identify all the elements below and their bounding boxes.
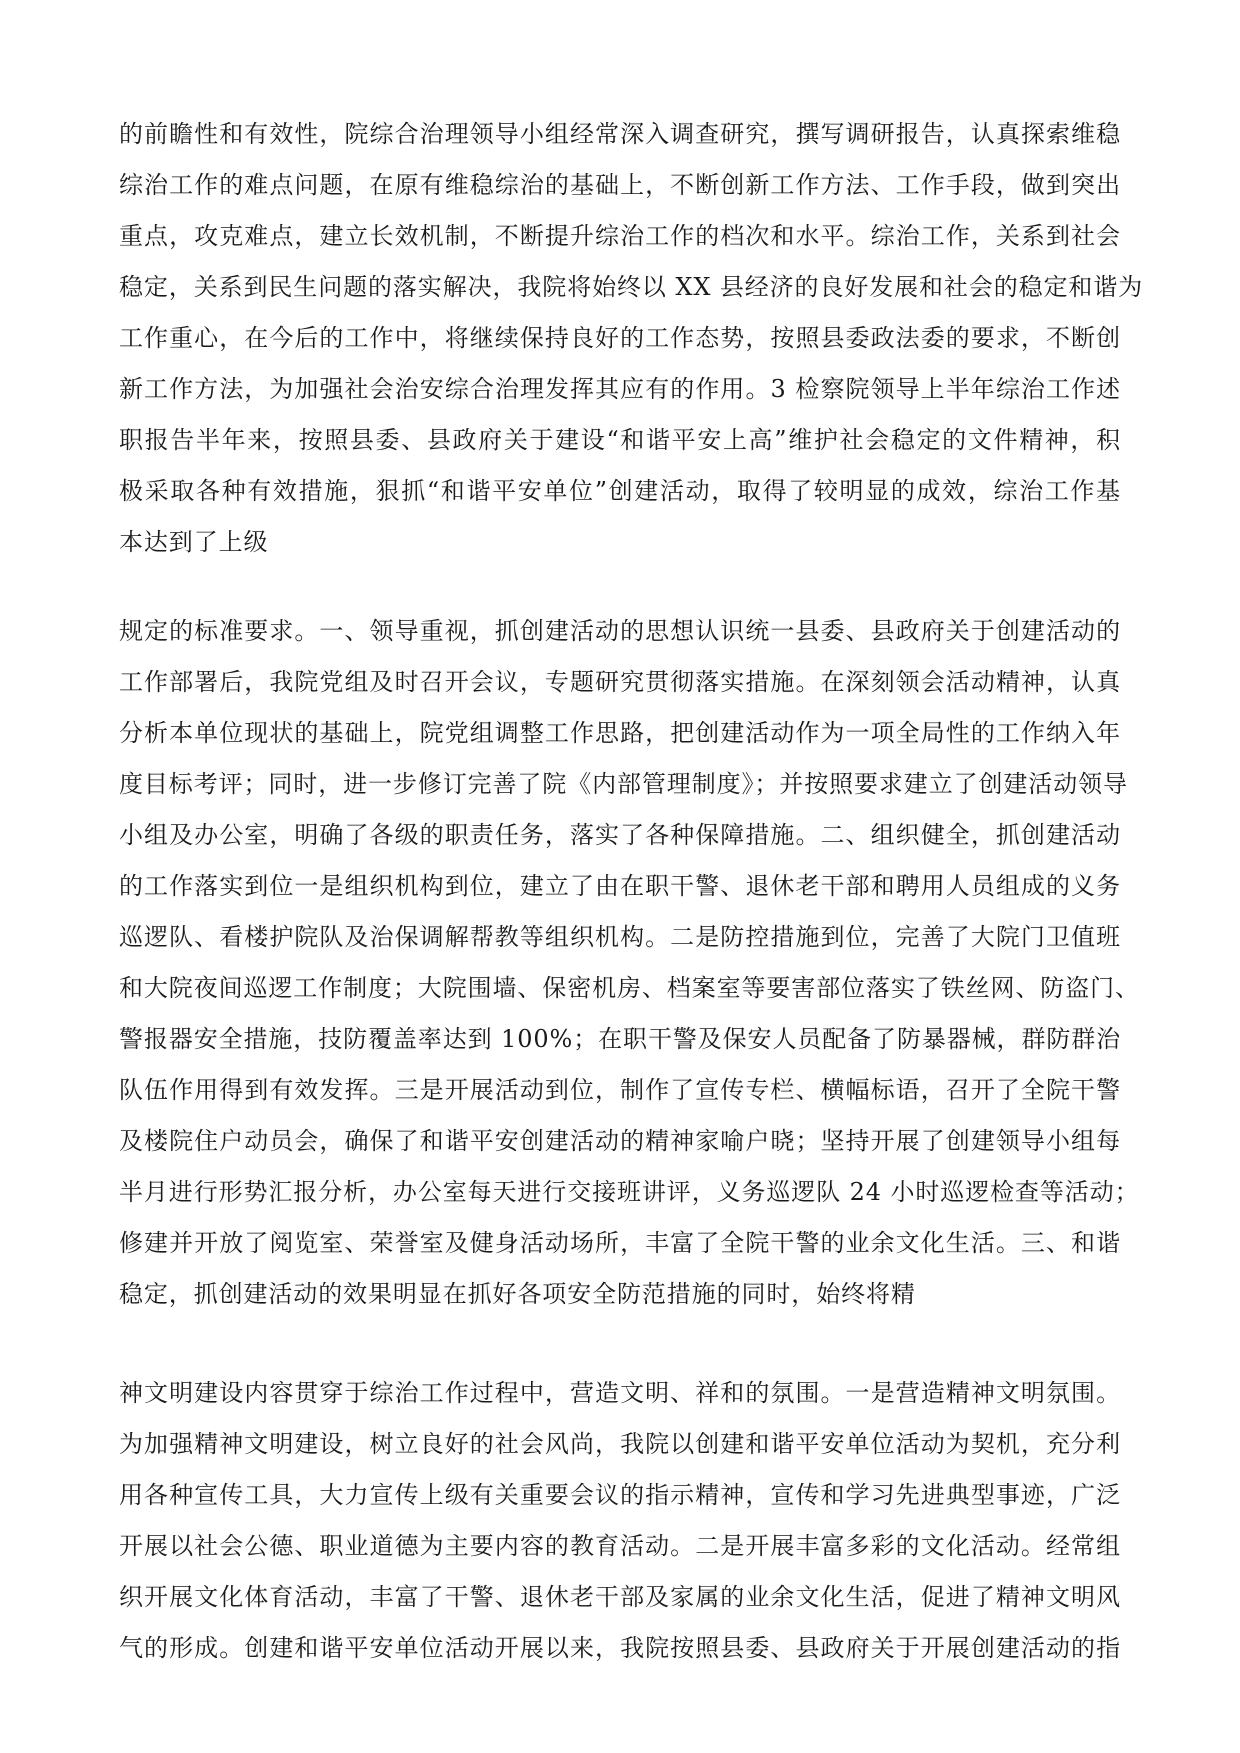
text-line: 警报器安全措施，技防覆盖率达到 100%；在职干警及保安人员配备了防暴器械，群防群治: [119, 1025, 1122, 1053]
text-line: 重点，攻克难点，建立长效机制，不断提升综治工作的档次和水平。综治工作，关系到社会: [119, 222, 1121, 250]
text-line: 稳定，关系到民生问题的落实解决，我院将始终以 XX 县经济的良好发展和社会的稳定和谐为: [119, 273, 1144, 301]
text-line: 职报告半年来，按照县委、县政府关于建设“和谐平安上高”维护社会稳定的文件精神，积: [119, 426, 1121, 454]
text-block-2: [119, 606, 1140, 1320]
text-line: 度目标考评；同时，进一步修订完善了院《内部管理制度》；并按照要求建立了创建活动领导: [119, 770, 1128, 798]
text-line: 队伍作用得到有效发挥。三是开展活动到位，制作了宣传专栏、横幅标语，召开了全院干警: [119, 1076, 1121, 1104]
text-line: 半月进行形势汇报分析，办公室每天进行交接班讲评，义务巡逻队 24 小时巡逻检查等活动；: [119, 1178, 1140, 1206]
text-line: 规定的标准要求。一、领导重视，抓创建活动的思想认识统一县委、县政府关于创建活动的: [119, 617, 1121, 645]
text-line: 本达到了上级: [119, 528, 269, 556]
text-line: 稳定，抓创建活动的效果明显在抓好各项安全防范措施的同时，始终将精: [119, 1280, 916, 1308]
text-line: 极采取各种有效措施，狠抓“和谐平安单位”创建活动，取得了较明显的成效，综治工作基: [119, 477, 1121, 505]
text-line: 修建并开放了阅览室、荣誉室及健身活动场所，丰富了全院干警的业余文化生活。三、和谐: [119, 1229, 1121, 1257]
text-line: 及楼院住户动员会，确保了和谐平安创建活动的精神家喻户晓；坚持开展了创建领导小组每: [119, 1127, 1121, 1155]
text-line: 的工作落实到位一是组织机构到位，建立了由在职干警、退休老干部和聘用人员组成的义务: [119, 872, 1121, 900]
text-block-1: [119, 109, 1144, 568]
text-line: 开展以社会公德、职业道德为主要内容的教育活动。二是开展丰富多彩的文化活动。经常组: [119, 1532, 1121, 1560]
text-line: 用各种宣传工具，大力宣传上级有关重要会议的指示精神，宣传和学习先进典型事迹，广泛: [119, 1481, 1121, 1509]
text-line: 工作部署后，我院党组及时召开会议，专题研究贯彻落实措施。在深刻领会活动精神，认真: [119, 668, 1121, 696]
text-line: 巡逻队、看楼护院队及治保调解帮教等组织机构。二是防控措施到位，完善了大院门卫值班: [119, 923, 1121, 951]
text-line: 为加强精神文明建设，树立良好的社会风尚，我院以创建和谐平安单位活动为契机，充分利: [119, 1430, 1121, 1458]
text-line: 新工作方法，为加强社会治安综合治理发挥其应有的作用。3 检察院领导上半年综治工作述: [119, 375, 1121, 403]
text-block-3: [119, 1368, 1121, 1674]
text-line: 综治工作的难点问题，在原有维稳综治的基础上，不断创新工作方法、工作手段，做到突出: [119, 171, 1121, 199]
text-line: 工作重心，在今后的工作中，将继续保持良好的工作态势，按照县委政法委的要求，不断创: [119, 324, 1121, 352]
text-line: 小组及办公室，明确了各级的职责任务，落实了各种保障措施。二、组织健全，抓创建活动: [119, 821, 1121, 849]
text-line: 和大院夜间巡逻工作制度；大院围墙、保密机房、档案室等要害部位落实了铁丝网、防盗门、: [119, 974, 1140, 1002]
text-line: 的前瞻性和有效性，院综合治理领导小组经常深入调查研究，撰写调研报告，认真探索维稳: [119, 120, 1121, 148]
text-line: 神文明建设内容贯穿于综治工作过程中，营造文明、祥和的氛围。一是营造精神文明氛围。: [119, 1379, 1121, 1407]
text-line: 气的形成。创建和谐平安单位活动开展以来，我院按照县委、县政府关于开展创建活动的指: [119, 1634, 1121, 1662]
text-line: 织开展文化体育活动，丰富了干警、退休老干部及家属的业余文化生活，促进了精神文明风: [119, 1583, 1121, 1611]
text-line: 分析本单位现状的基础上，院党组调整工作思路，把创建活动作为一项全局性的工作纳入年: [119, 719, 1121, 747]
